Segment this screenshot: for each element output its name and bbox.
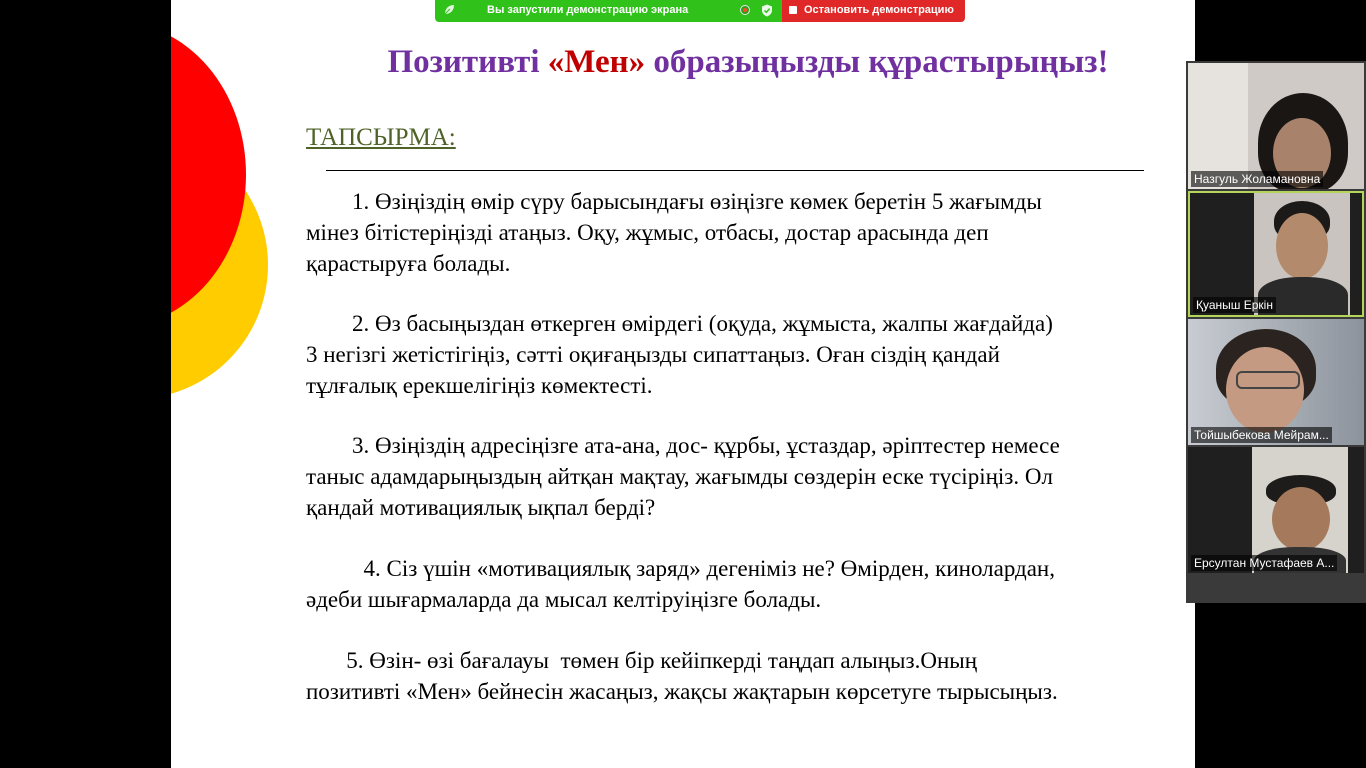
stop-share-label: Остановить демонстрацию	[804, 4, 954, 16]
participant-gallery	[1186, 61, 1366, 603]
task-4-line: 4. Сіз үшін «мотивациялық заряд» дегеніміз не? Өмірден, кинолардан,	[306, 556, 1055, 581]
share-status-text: Вы запустили демонстрацию экрана	[487, 4, 689, 16]
task-2-line: 2. Өз басыңыздан өткерген өмірдегі (оқуда, жұмыста, жалпы жағдайда)	[306, 311, 1053, 336]
slide-title-part1: Позитивті	[387, 44, 548, 80]
task-5-line: позитивті «Мен» бейнесін жасаңыз, жақсы жақтарын көрсетуге тырысыңыз.	[306, 679, 1058, 704]
task-1-line: 1. Өзіңіздің өмір сүру барысындағы өзіңізге көмек беретін 5 жағымды	[306, 189, 1042, 214]
participant-name: Тойшыбекова Мейрам...	[1191, 427, 1332, 443]
task-1-line: мінез бітістеріңізді атаңыз. Оқу, жұмыс, отбасы, достар арасында деп	[306, 220, 989, 245]
participant-tile[interactable]	[1188, 447, 1364, 573]
task-paragraph-4	[306, 553, 1146, 615]
task-paragraph-3	[306, 430, 1146, 523]
slide-title-part2: образыңызды құрастырыңыз!	[645, 44, 1109, 80]
participant-tile[interactable]	[1188, 63, 1364, 189]
task-paragraph-1	[306, 186, 1146, 279]
shared-slide	[171, 0, 1195, 768]
slide-title-accent: «Мен»	[547, 44, 646, 80]
slide-title	[171, 44, 1195, 81]
leaf-icon	[443, 4, 455, 16]
record-indicator-icon[interactable]	[740, 5, 750, 15]
participant-name: Қуаныш Еркін	[1193, 297, 1276, 313]
participant-name: Ерсултан Мустафаев А...	[1191, 555, 1337, 571]
participant-name: Назгуль Жоламановна	[1191, 171, 1323, 187]
participant-tile[interactable]	[1188, 191, 1364, 317]
task-2-line: 3 негізгі жетістігіңіз, сәтті оқиғаңызды сипаттаңыз. Оған сіздің қандай	[306, 342, 1000, 367]
task-3-line: қандай мотивациялық ықпал берді?	[306, 495, 656, 520]
participant-tile[interactable]	[1188, 319, 1364, 445]
task-heading: ТАПСЫРМА:	[306, 124, 456, 151]
task-paragraph-2	[306, 308, 1146, 401]
task-4-line: әдеби шығармаларда да мысал келтіруіңізге болады.	[306, 587, 822, 612]
stop-share-button[interactable]	[782, 0, 965, 22]
task-1-line: қарастыруға болады.	[306, 251, 511, 276]
shield-icon[interactable]	[761, 4, 773, 17]
task-5-line: 5. Өзін- өзі бағалауы төмен бір кейіпкерді таңдап алыңыз.Оның	[306, 648, 978, 673]
task-3-line: 3. Өзіңіздің адресіңізге ата-ана, дос- құрбы, ұстаздар, әріптестер немесе	[306, 433, 1060, 458]
stop-icon	[789, 6, 797, 14]
screen-share-toolbar	[435, 0, 965, 22]
task-2-line: тұлғалық ерекшелігіңіз көмектесті.	[306, 373, 653, 398]
task-3-line: таныс адамдарыңыздың айтқан мақтау, жағымды сөздерін еске түсіріңіз. Ол	[306, 464, 1053, 489]
share-status[interactable]	[435, 0, 782, 22]
divider-line	[326, 170, 1144, 171]
task-paragraph-5	[306, 645, 1146, 707]
